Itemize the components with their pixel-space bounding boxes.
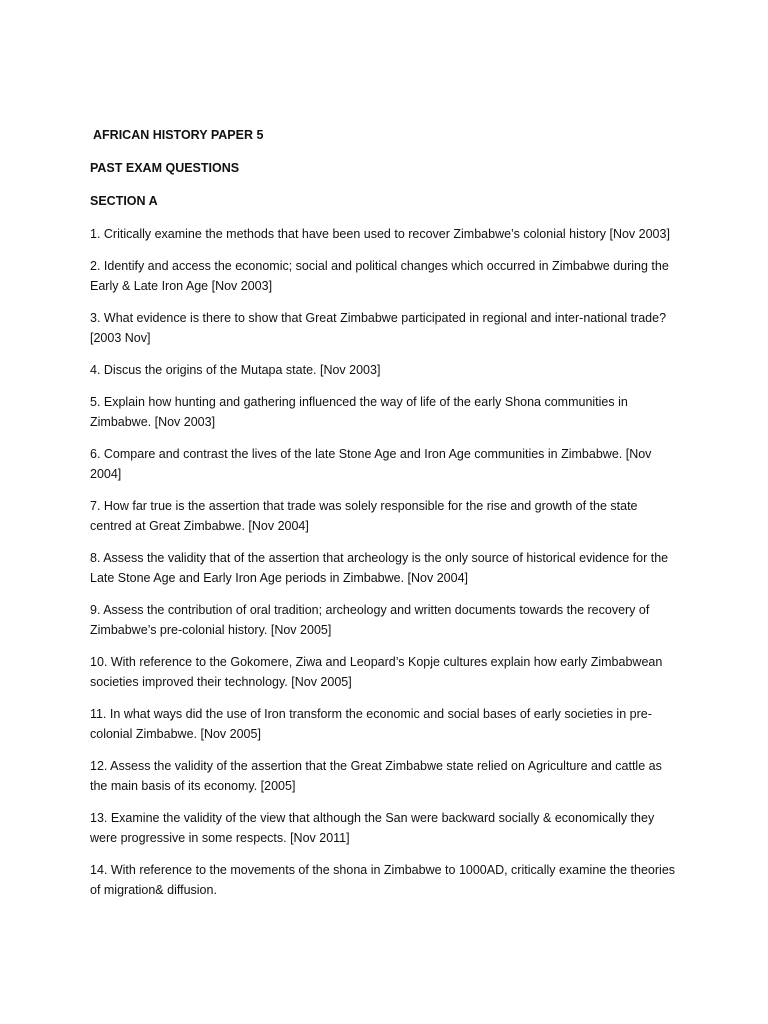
question-5: 5. Explain how hunting and gathering influenced the way of life of the early Shona communities in Zimbabwe. [Nov 2003] [90,395,628,429]
document-subtitle: PAST EXAM QUESTIONS [90,161,240,175]
question-2: 2. Identify and access the economic; social and political changes which occurred in Zimbabwe during the Early & Late Iron Age [Nov 2003] [90,259,669,293]
question-14: 14. With reference to the movements of the shona in Zimbabwe to 1000AD, critically examine the theories of migration& diffusion. [90,863,676,897]
document-body [90,125,680,912]
question-4: 4. Discus the origins of the Mutapa state. [Nov 2003] [90,363,381,377]
question-8: 8. Assess the validity that of the assertion that archeology is the only source of historical evidence for the Late Stone Age and Early Iron Age periods in Zimbabwe. [Nov 2004] [90,551,669,585]
document-title: AFRICAN HISTORY PAPER 5 [93,128,264,142]
question-3: 3. What evidence is there to show that Great Zimbabwe participated in regional and inter-national trade? [2003 Nov] [90,311,667,345]
question-11: 11. In what ways did the use of Iron transform the economic and social bases of early societies in pre-colonial Zimbabwe. [Nov 2005] [90,707,652,741]
question-7: 7. How far true is the assertion that trade was solely responsible for the rise and growth of the state centred at Great Zimbabwe. [Nov 2004] [90,499,638,533]
question-12: 12. Assess the validity of the assertion that the Great Zimbabwe state relied on Agriculture and cattle as the main basis of its economy. [2005] [90,759,662,793]
question-1: 1. Critically examine the methods that have been used to recover Zimbabwe’s colonial history [Nov 2003] [90,227,670,241]
question-13: 13. Examine the validity of the view that although the San were backward socially & economically they were progressive in some respects. [Nov 2011] [90,811,655,845]
section-heading: SECTION A [90,194,158,208]
question-10: 10. With reference to the Gokomere, Ziwa and Leopard’s Kopje cultures explain how early Zimbabwean societies improved their technology. [Nov 2005] [90,655,663,689]
question-6: 6. Compare and contrast the lives of the late Stone Age and Iron Age communities in Zimbabwe. [Nov 2004] [90,447,652,481]
question-9: 9. Assess the contribution of oral tradition; archeology and written documents towards the recovery of Zimbabwe’s pre-colonial history. [Nov 2005] [90,603,650,637]
